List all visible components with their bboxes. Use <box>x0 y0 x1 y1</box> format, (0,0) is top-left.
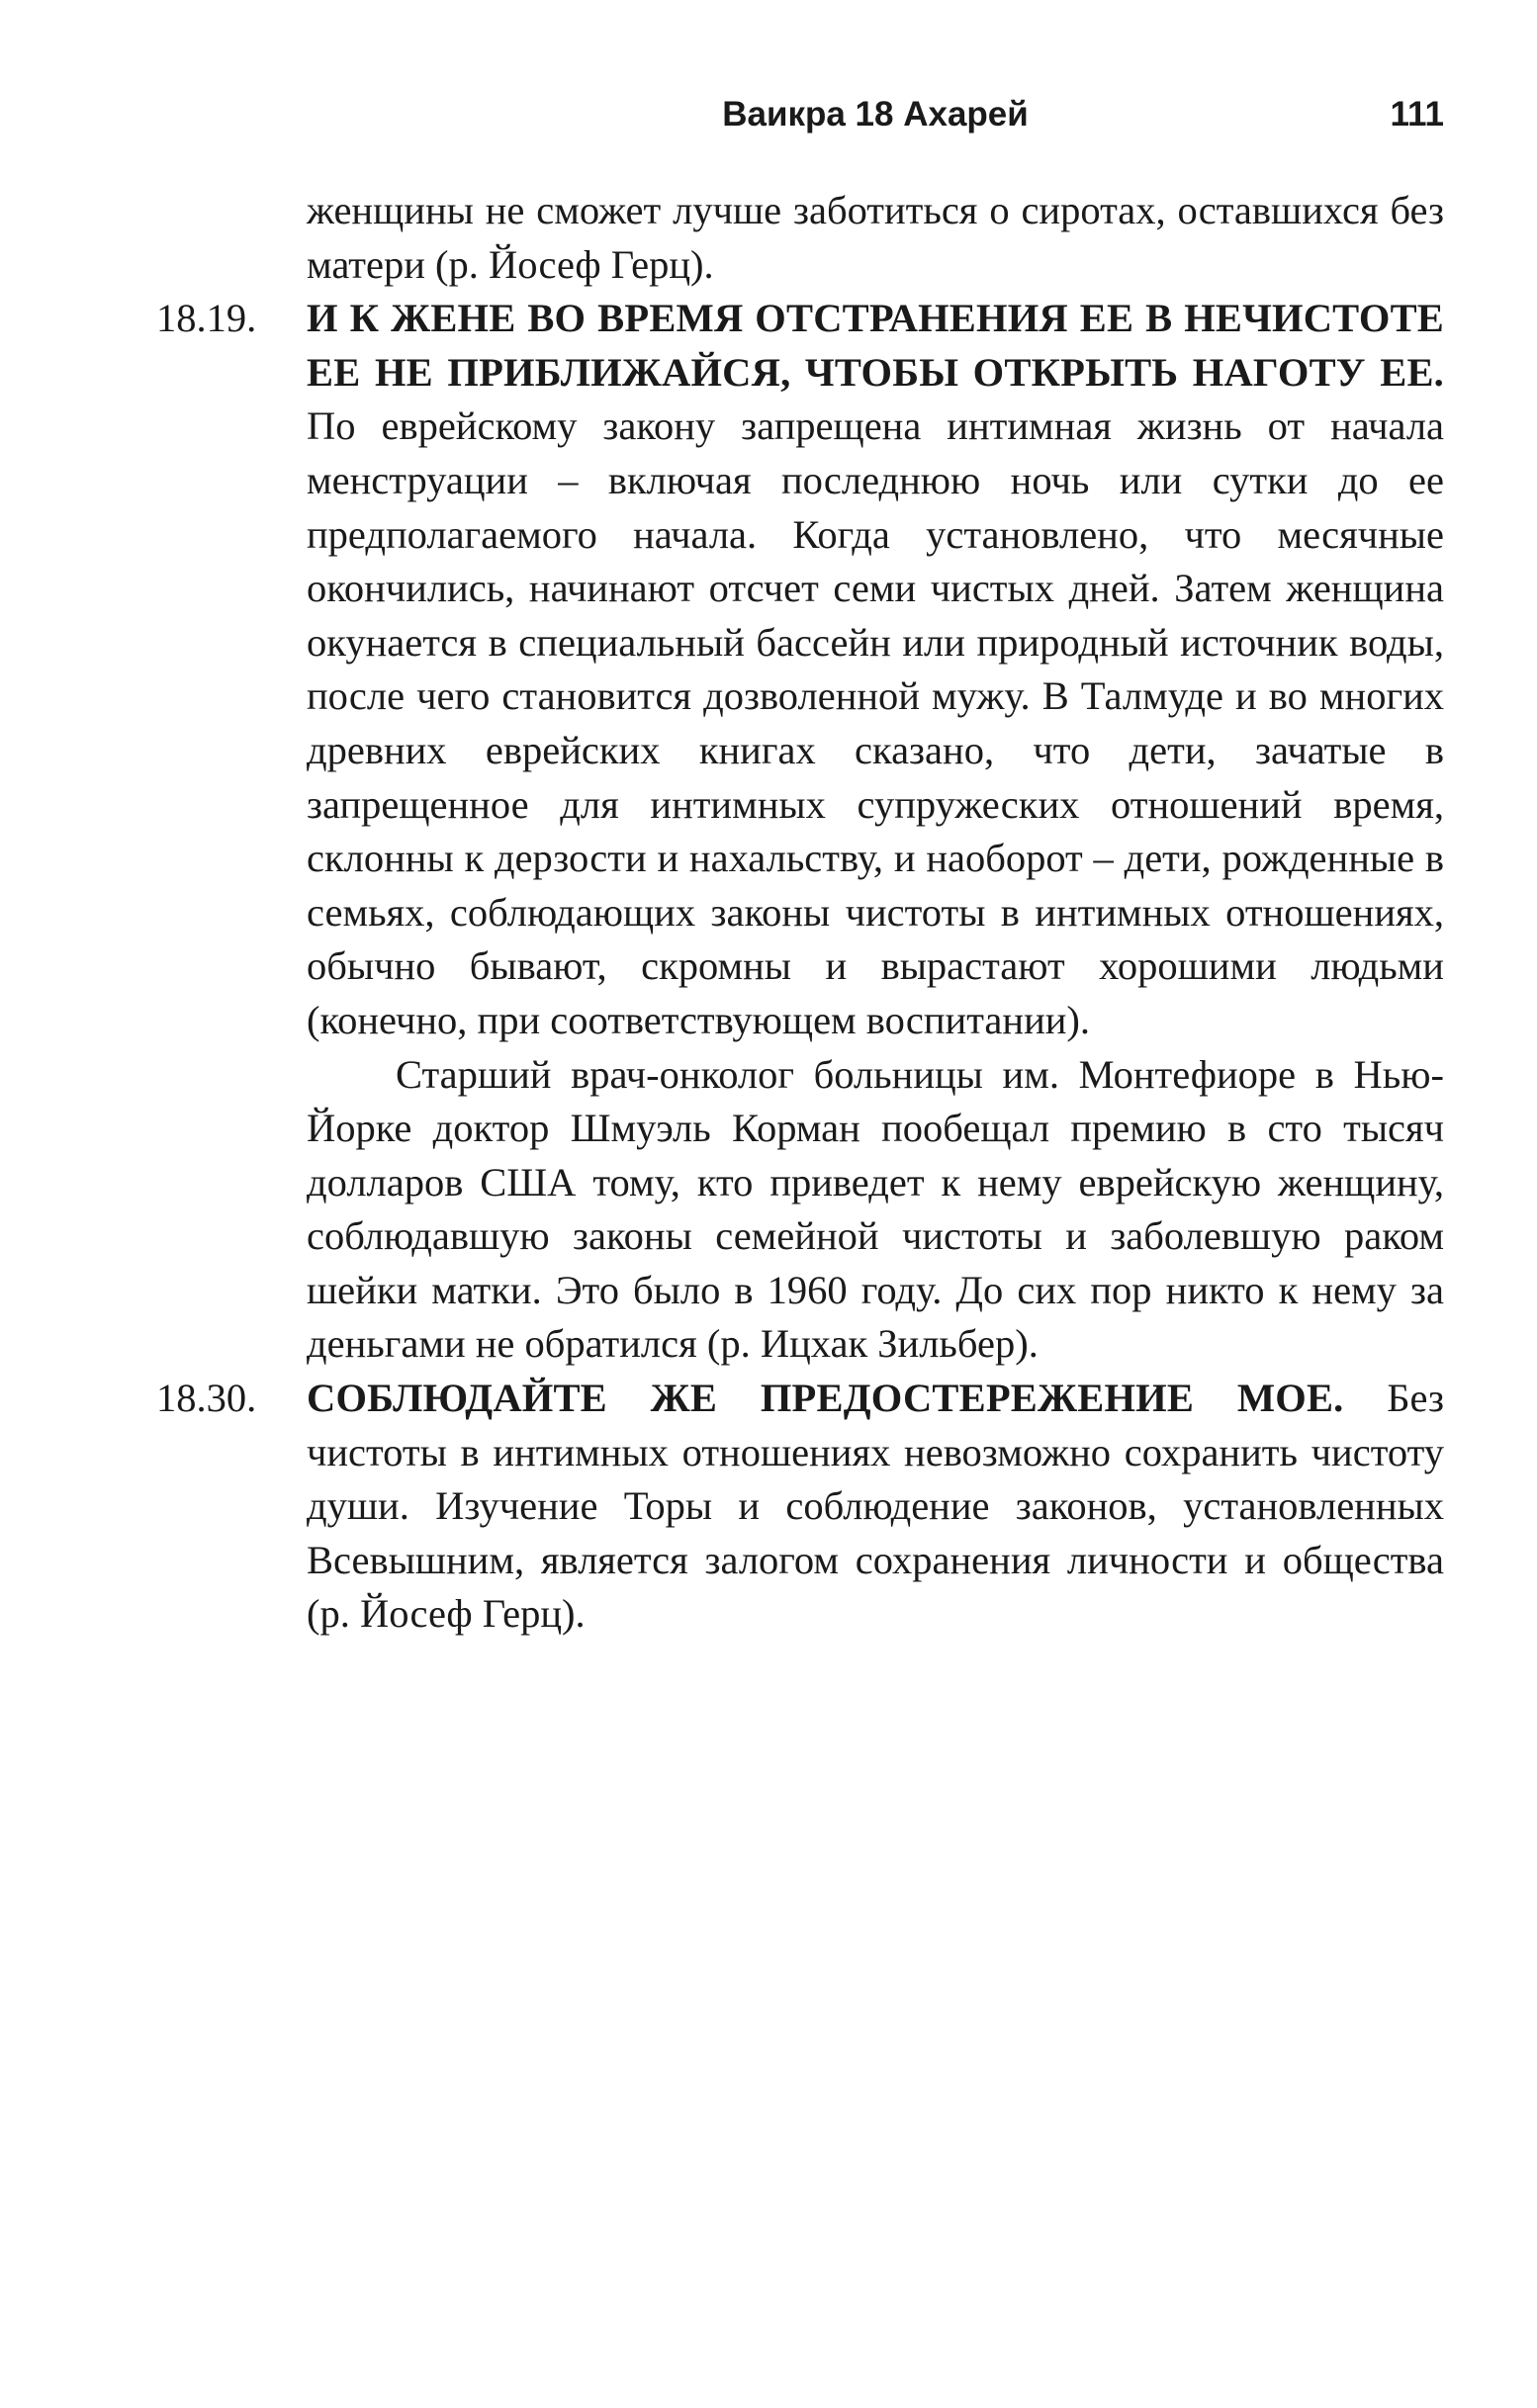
continuation-text: женщины не сможет лучше заботиться о сиротах, оставшихся без матери (р. Йосеф Герц). <box>307 188 1444 287</box>
story-paragraph <box>156 1048 1444 1373</box>
verse-commentary: Без чистоты в интимных отношениях невозможно сохранить чистоту души. Изучение Торы и соблюдение законов, установленных Всевышним, является залогом сохранения личности и общества (р. Йосеф Герц). <box>307 1376 1444 1637</box>
verse-18-19 <box>156 292 1444 1047</box>
verse-number: 18.30. <box>156 1376 257 1421</box>
running-header <box>307 91 1444 138</box>
continuation-paragraph <box>156 184 1444 292</box>
chapter-title: Ваикра 18 Ахарей <box>722 95 1029 134</box>
verse-commentary: По еврейскому закону запрещена интимная жизнь от начала менструации – включая последнюю ночь или сутки до ее предполагаемого начала. Когда установлено, что месячные окончились, начинают отсчет семи чистых дней. Затем женщина окунается в специальный бассейн или природный источник воды, после чего становится дозволенной мужу. В Талмуде и во многих древних еврейских книгах сказано, что дети, зачатые в запрещенное для интимных супружеских отношений время, склонны к дерзости и нахальству, и наоборот – дети, рожденные в семьях, соблюдающих законы чистоты в интимных отношениях, обычно бывают, скромны и вырастают хорошими людьми (конечно, при соответствующем воспитании). <box>307 403 1444 1042</box>
verse-number: 18.19. <box>156 296 257 341</box>
body-text <box>156 184 1444 1642</box>
story-text: Старший врач-онколог больницы им. Монтефиоре в Нью-Йорке доктор Шмуэль Корман пообещал премию в сто тысяч долларов США тому, кто приведет к нему еврейскую женщину, соблюдавшую законы семейной чистоты и заболевшую раком шейки матки. Это было в 1960 году. До сих пор никто к нему за деньгами не обратился (р. Ицхак Зильбер). <box>307 1051 1444 1367</box>
page-number: 111 <box>1390 95 1444 134</box>
verse-18-30 <box>156 1372 1444 1642</box>
verse-quote: И К ЖЕНЕ ВО ВРЕМЯ ОТСТРАНЕНИЯ ЕЕ В НЕЧИСТОТЕ ЕЕ НЕ ПРИБЛИЖАЙСЯ, ЧТОБЫ ОТКРЫТЬ НАГОТУ ЕЕ. <box>307 296 1444 395</box>
verse-quote: СОБЛЮДАЙТЕ ЖЕ ПРЕДОСТЕРЕЖЕНИЕ МОЕ. <box>307 1376 1388 1421</box>
